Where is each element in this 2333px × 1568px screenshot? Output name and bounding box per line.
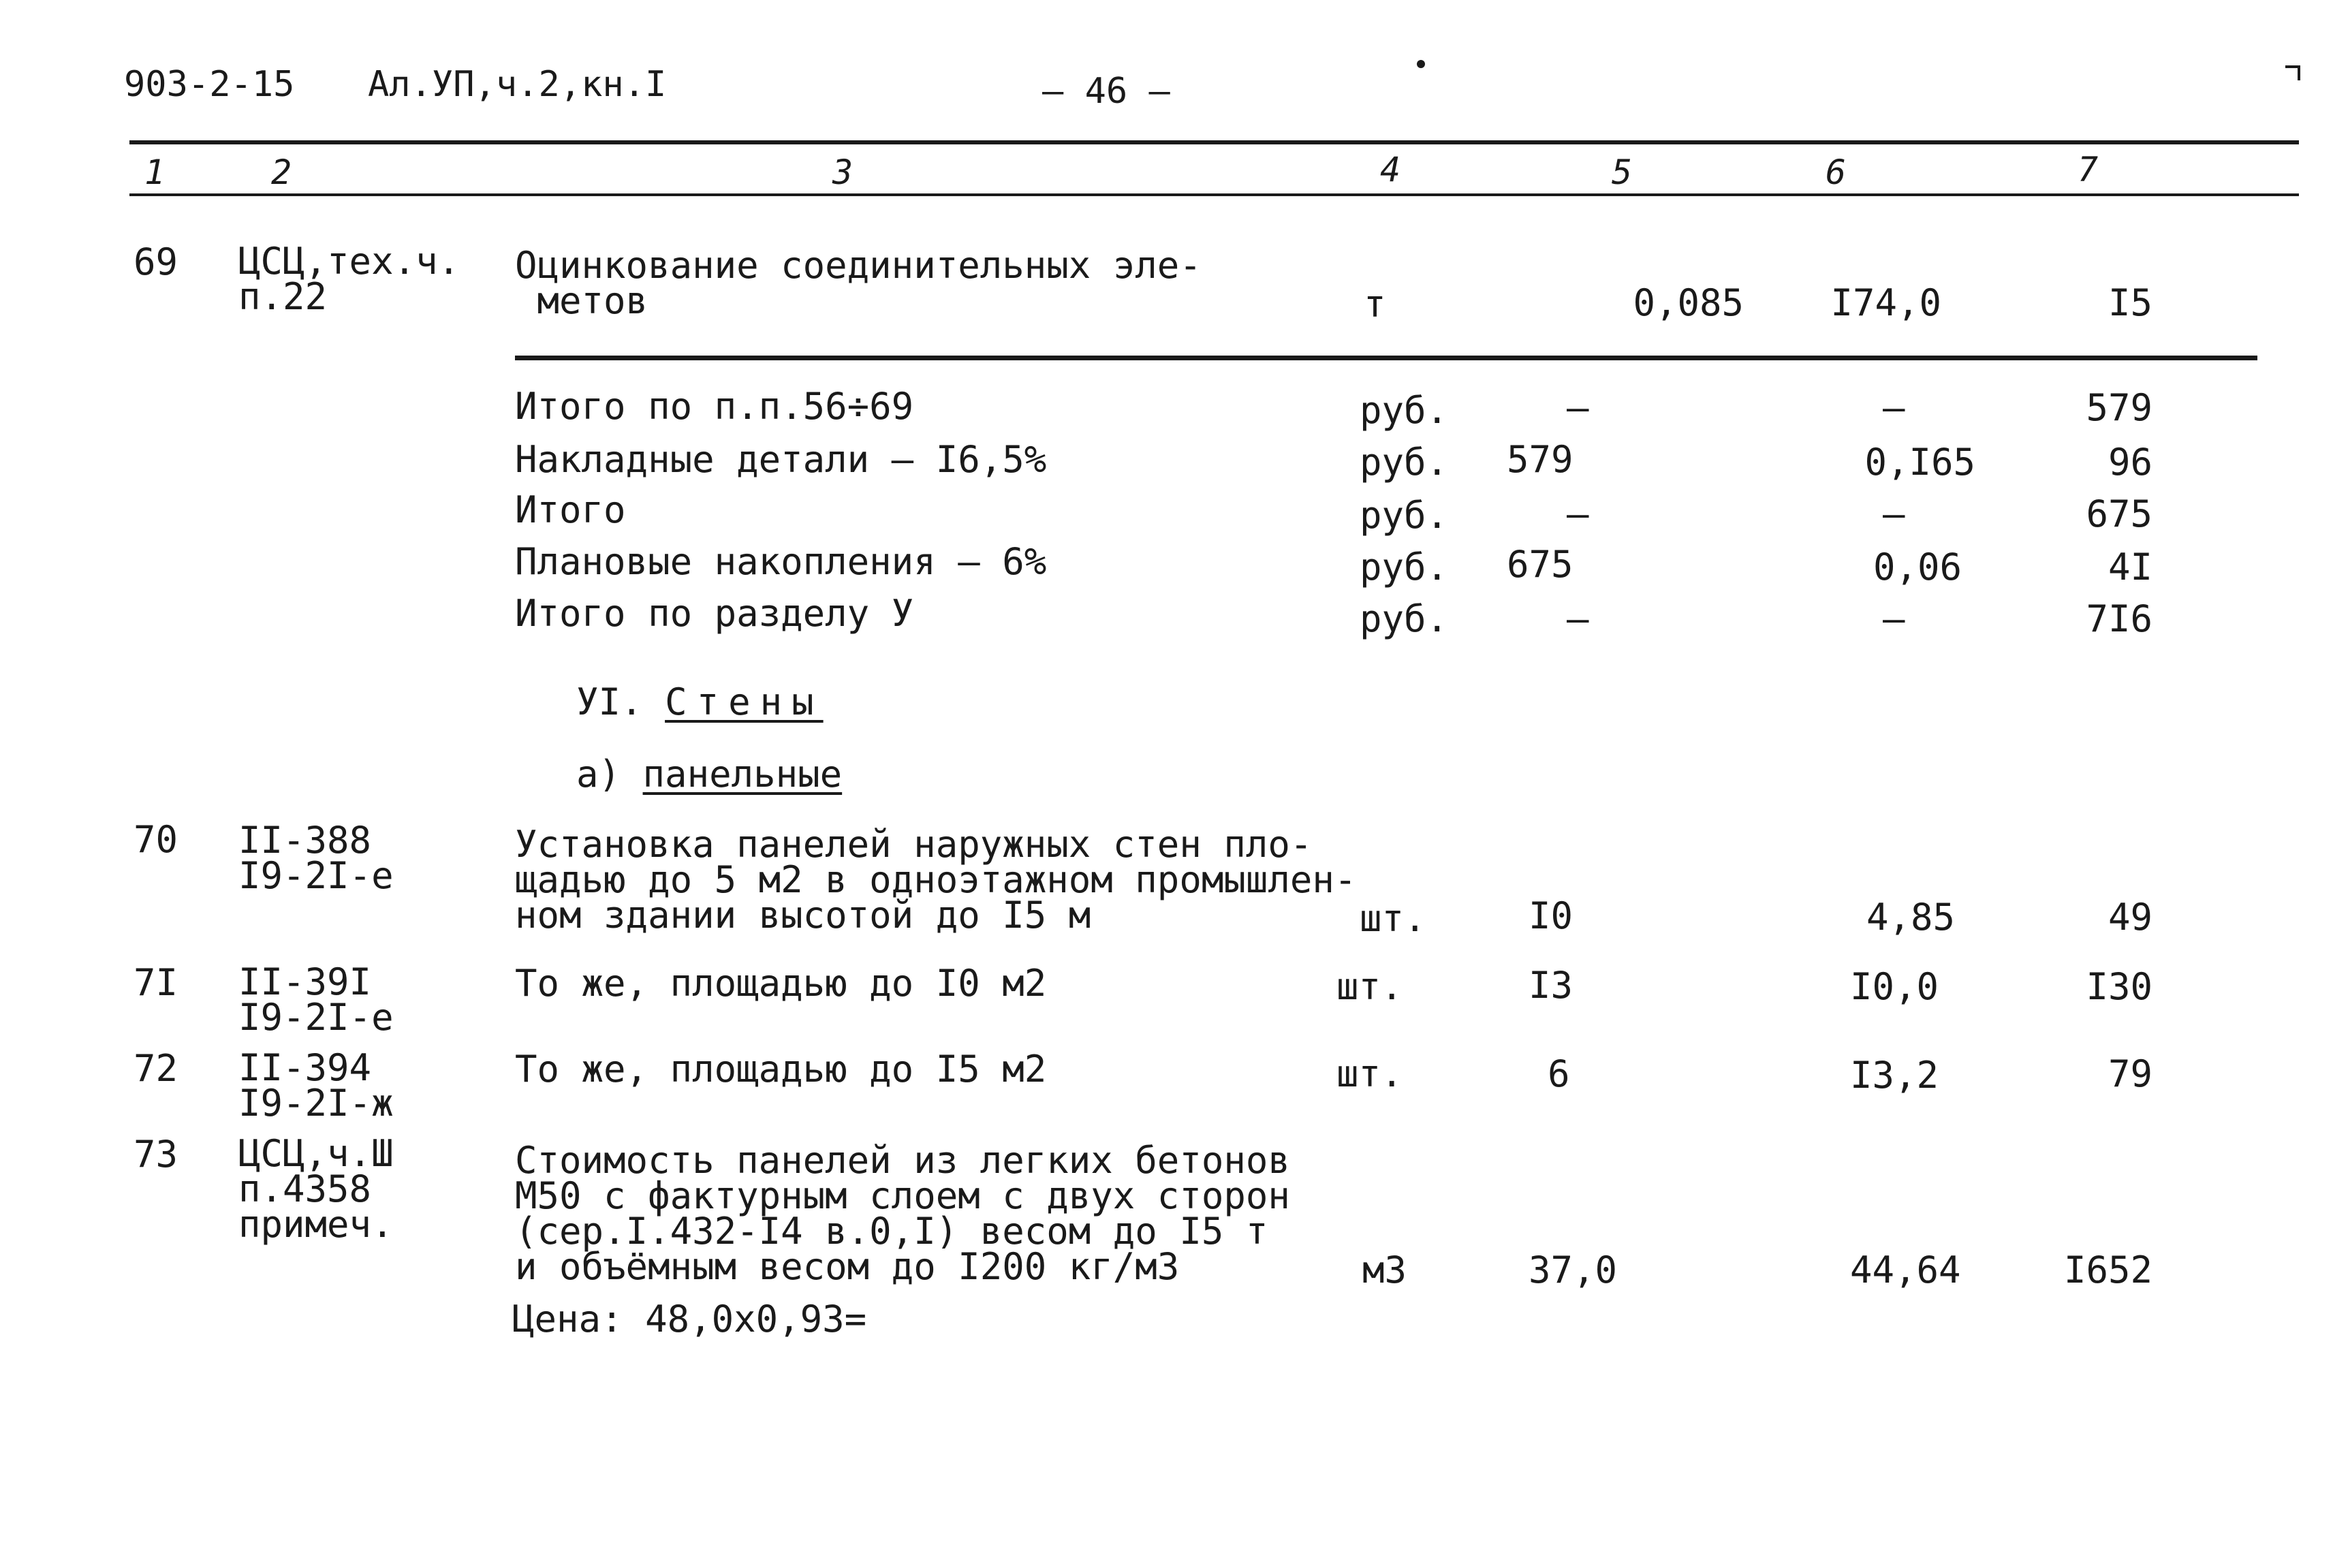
unit: шт. bbox=[1336, 965, 1403, 1008]
summary-base: – bbox=[1567, 492, 1589, 535]
album-reference: Ал.УП,ч.2,кн.I bbox=[368, 64, 667, 105]
summary-unit: руб. bbox=[1360, 597, 1449, 640]
summary-amount: 7I6 bbox=[2086, 597, 2152, 640]
norm-reference: II-388 I9-2I-е bbox=[238, 819, 394, 897]
page-number: — 46 — bbox=[1042, 71, 1170, 112]
summary-label: Итого по разделу У bbox=[515, 592, 914, 635]
unit-price: 4,85 bbox=[1866, 896, 1955, 939]
total-cost: I652 bbox=[2063, 1249, 2152, 1291]
summary-rate: 0,06 bbox=[1873, 546, 1962, 589]
summary-amount: 96 bbox=[2108, 441, 2152, 484]
summary-unit: руб. bbox=[1360, 441, 1449, 484]
summary-rate: 0,I65 bbox=[1864, 441, 1975, 484]
column-number-4: 4 bbox=[1380, 150, 1401, 189]
unit-price: I0,0 bbox=[1850, 965, 1939, 1008]
subsection-heading bbox=[576, 753, 843, 796]
section-title: Стены bbox=[665, 680, 824, 723]
work-description: Стоимость панелей из легких бетонов М50 с фактурным слоем с двух сторон (сер.I.432-I4 в.0,I) весом до I5 т и объёмным весом до I200 кг/м3 bbox=[515, 1139, 1290, 1288]
subsection-title: панельные bbox=[642, 753, 843, 796]
row-number: 73 bbox=[134, 1133, 178, 1176]
table-top-rule bbox=[129, 140, 2299, 144]
doc-code: 903-2-15 bbox=[124, 64, 295, 105]
work-description: Оцинкование соединительных эле- метов bbox=[515, 244, 1202, 322]
column-number-6: 6 bbox=[1826, 153, 1847, 192]
row-number: 70 bbox=[134, 818, 178, 861]
summary-amount: 4I bbox=[2108, 546, 2152, 589]
column-number-3: 3 bbox=[832, 153, 854, 192]
section-heading bbox=[576, 680, 824, 723]
total-cost: 79 bbox=[2108, 1052, 2152, 1095]
summary-amount: 579 bbox=[2086, 386, 2152, 429]
norm-reference: ЦСЦ,ч.Ш п.4358 примеч. bbox=[238, 1132, 394, 1246]
total-cost: I5 bbox=[2108, 281, 2152, 324]
unit-price: I74,0 bbox=[1830, 281, 1941, 324]
summary-amount: 675 bbox=[2086, 492, 2152, 535]
subtotal-rule bbox=[515, 356, 2257, 360]
row-number: 69 bbox=[134, 240, 178, 283]
norm-reference: ЦСЦ,тех.ч. п.22 bbox=[238, 240, 460, 318]
total-cost: 49 bbox=[2108, 896, 2152, 939]
quantity: 6 bbox=[1548, 1052, 1570, 1095]
summary-base: – bbox=[1567, 386, 1589, 429]
work-description: То же, площадью до I5 м2 bbox=[515, 1048, 1047, 1091]
quantity: 37,0 bbox=[1529, 1249, 1618, 1291]
row-number: 72 bbox=[134, 1047, 178, 1090]
summary-unit: руб. bbox=[1360, 546, 1449, 589]
ink-speck bbox=[1417, 60, 1425, 68]
total-cost: I30 bbox=[2086, 965, 2152, 1008]
quantity: I0 bbox=[1529, 894, 1573, 937]
summary-rate: – bbox=[1883, 386, 1905, 429]
norm-reference: II-394 I9-2I-ж bbox=[238, 1046, 394, 1125]
summary-base: – bbox=[1567, 597, 1589, 640]
summary-rate: – bbox=[1883, 597, 1905, 640]
column-number-7: 7 bbox=[2078, 150, 2099, 189]
unit: шт. bbox=[1336, 1052, 1403, 1095]
summary-unit: руб. bbox=[1360, 494, 1449, 537]
header-bottom-rule bbox=[129, 193, 2299, 196]
unit: т bbox=[1364, 283, 1386, 326]
price-note: Цена: 48,0х0,93= bbox=[512, 1298, 867, 1340]
row-number: 7I bbox=[134, 961, 178, 1004]
column-number-2: 2 bbox=[271, 153, 292, 192]
section-number: УI. bbox=[576, 680, 643, 723]
column-number-1: 1 bbox=[144, 153, 166, 192]
work-description: Установка панелей наружных стен пло- щадью до 5 м2 в одноэтажном промышлен- ном здании высотой до I5 м bbox=[515, 823, 1357, 937]
corner-mark bbox=[2285, 65, 2300, 80]
work-description: То же, площадью до I0 м2 bbox=[515, 962, 1047, 1005]
unit: м3 bbox=[1362, 1249, 1407, 1291]
summary-rate: – bbox=[1883, 492, 1905, 535]
summary-label: Плановые накопления – 6% bbox=[515, 540, 1047, 583]
summary-unit: руб. bbox=[1360, 389, 1449, 432]
unit-price: I3,2 bbox=[1850, 1054, 1939, 1097]
quantity: 0,085 bbox=[1633, 281, 1744, 324]
summary-label: Итого bbox=[515, 488, 626, 531]
column-number-5: 5 bbox=[1612, 153, 1633, 192]
unit-price: 44,64 bbox=[1850, 1249, 1961, 1291]
summary-base: 675 bbox=[1507, 543, 1573, 586]
summary-base: 579 bbox=[1507, 438, 1573, 481]
summary-label: Накладные детали – I6,5% bbox=[515, 438, 1047, 481]
quantity: I3 bbox=[1529, 964, 1573, 1007]
summary-label: Итого по п.п.56÷69 bbox=[515, 385, 914, 428]
subsection-letter: а) bbox=[576, 753, 621, 796]
unit: шт. bbox=[1360, 897, 1426, 940]
norm-reference: II-39I I9-2I-е bbox=[238, 960, 394, 1039]
